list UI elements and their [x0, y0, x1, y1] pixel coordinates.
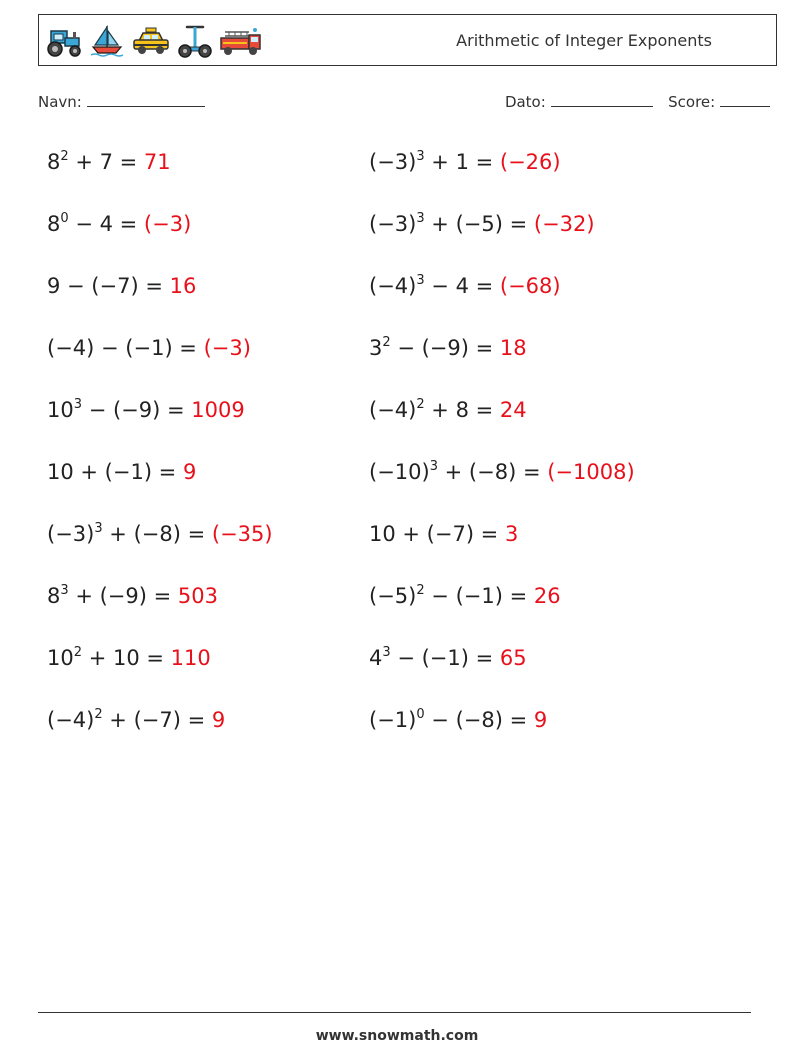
- problem-item: [369, 334, 527, 362]
- problem-exponent: 2: [416, 583, 425, 598]
- problem-base: 8: [47, 584, 61, 608]
- problem-operation: + 1 =: [424, 150, 500, 174]
- footer-url: www.snowmath.com: [315, 1028, 479, 1044]
- problem-exponent: 3: [382, 645, 391, 660]
- problem-answer: 9: [182, 460, 197, 484]
- problem-item: [369, 706, 547, 734]
- problem-operation: + (−5) =: [424, 212, 534, 236]
- problem-base: (−4): [369, 398, 417, 422]
- fire-truck-icon: [219, 25, 263, 57]
- problem-answer: (−68): [499, 274, 561, 298]
- name-label: Navn:: [38, 93, 82, 111]
- problem-base: 10 + (−1) =: [47, 460, 183, 484]
- problem-answer: 503: [177, 584, 218, 608]
- problem-base: 10 + (−7) =: [369, 522, 505, 546]
- date-blank[interactable]: [551, 94, 653, 107]
- problem-base: 8: [47, 212, 61, 236]
- problem-operation: − (−1) =: [390, 646, 500, 670]
- problem-base: 3: [369, 336, 383, 360]
- problem-item: [47, 582, 218, 610]
- problem-exponent: 3: [429, 459, 438, 474]
- problem-operation: + 7 =: [68, 150, 144, 174]
- problem-base: (−4): [47, 708, 95, 732]
- problem-answer: 9: [533, 708, 548, 732]
- name-field: [38, 93, 205, 111]
- problem-base: 9 − (−7) =: [47, 274, 170, 298]
- problem-item: [369, 272, 561, 300]
- problem-answer: (−35): [211, 522, 273, 546]
- problem-base: (−4) − (−1) =: [47, 336, 204, 360]
- problem-base: (−3): [47, 522, 95, 546]
- scooter-icon: [177, 23, 213, 59]
- problem-exponent: 2: [60, 149, 69, 164]
- problem-operation: − (−9) =: [82, 398, 192, 422]
- footer-divider: [38, 1012, 751, 1013]
- problem-item: [47, 148, 171, 176]
- problem-operation: + (−8) =: [102, 522, 212, 546]
- problem-answer: (−1008): [547, 460, 635, 484]
- problem-item: [47, 458, 196, 486]
- problem-exponent: 0: [60, 211, 69, 226]
- problem-operation: + (−8) =: [437, 460, 548, 484]
- problem-base: 10: [47, 646, 74, 670]
- problem-operation: − 4 =: [68, 212, 144, 236]
- problem-base: (−5): [369, 584, 417, 608]
- problem-base: 8: [47, 150, 61, 174]
- problem-base: (−1): [369, 708, 417, 732]
- problem-exponent: 3: [416, 211, 425, 226]
- problem-answer: 65: [499, 646, 527, 670]
- worksheet-title: Arithmetic of Integer Exponents: [456, 31, 712, 50]
- problem-operation: + (−7) =: [102, 708, 212, 732]
- problem-exponent: 2: [416, 397, 425, 412]
- problem-answer: 26: [533, 584, 561, 608]
- problem-base: 10: [47, 398, 74, 422]
- problem-operation: − (−9) =: [390, 336, 500, 360]
- problem-operation: − (−1) =: [424, 584, 534, 608]
- problem-item: [369, 520, 518, 548]
- problem-answer: (−32): [533, 212, 595, 236]
- problem-answer: (−3): [143, 212, 192, 236]
- name-blank[interactable]: [87, 94, 205, 107]
- problem-answer: 24: [499, 398, 527, 422]
- problem-exponent: 3: [60, 583, 69, 598]
- problem-answer: 71: [143, 150, 171, 174]
- problem-answer: 16: [169, 274, 197, 298]
- tractor-icon: [43, 25, 83, 57]
- score-label: Score:: [668, 93, 716, 111]
- problem-item: [369, 148, 561, 176]
- problem-answer: (−26): [499, 150, 561, 174]
- problem-exponent: 2: [382, 335, 391, 350]
- problem-answer: 110: [170, 646, 211, 670]
- problem-base: (−4): [369, 274, 417, 298]
- problem-operation: + 10 =: [82, 646, 171, 670]
- problem-exponent: 3: [416, 273, 425, 288]
- problem-base: 4: [369, 646, 383, 670]
- problem-answer: 9: [211, 708, 226, 732]
- problem-base: (−3): [369, 150, 417, 174]
- problem-answer: 3: [504, 522, 519, 546]
- problem-item: [47, 272, 196, 300]
- problem-item: [369, 582, 561, 610]
- problem-item: [369, 458, 635, 486]
- problem-exponent: 3: [94, 521, 103, 536]
- problem-item: [369, 644, 527, 672]
- problem-operation: − 4 =: [424, 274, 500, 298]
- problem-answer: 1009: [191, 398, 245, 422]
- problem-item: [47, 396, 245, 424]
- problem-exponent: 2: [94, 707, 103, 722]
- date-score-field: [505, 93, 770, 111]
- sailboat-icon: [89, 23, 125, 59]
- icon-strip: [43, 23, 263, 59]
- problem-exponent: 2: [73, 645, 83, 660]
- problem-base: (−10): [369, 460, 430, 484]
- problem-item: [47, 520, 273, 548]
- problem-operation: + (−9) =: [68, 584, 178, 608]
- problem-item: [369, 210, 595, 238]
- problem-exponent: 3: [416, 149, 425, 164]
- problem-exponent: 3: [73, 397, 83, 412]
- problem-operation: − (−8) =: [424, 708, 534, 732]
- worksheet-header: [38, 14, 777, 66]
- date-label: Dato:: [504, 93, 546, 111]
- problem-operation: + 8 =: [424, 398, 500, 422]
- problem-item: [47, 644, 211, 672]
- problem-answer: (−3): [203, 336, 251, 360]
- problem-answer: 18: [499, 336, 527, 360]
- taxi-icon: [131, 25, 171, 57]
- problem-item: [47, 706, 225, 734]
- problem-item: [47, 210, 191, 238]
- problem-base: (−3): [369, 212, 417, 236]
- problem-item: [47, 334, 251, 362]
- problem-exponent: 0: [416, 707, 425, 722]
- problem-item: [369, 396, 527, 424]
- score-blank[interactable]: [720, 94, 770, 107]
